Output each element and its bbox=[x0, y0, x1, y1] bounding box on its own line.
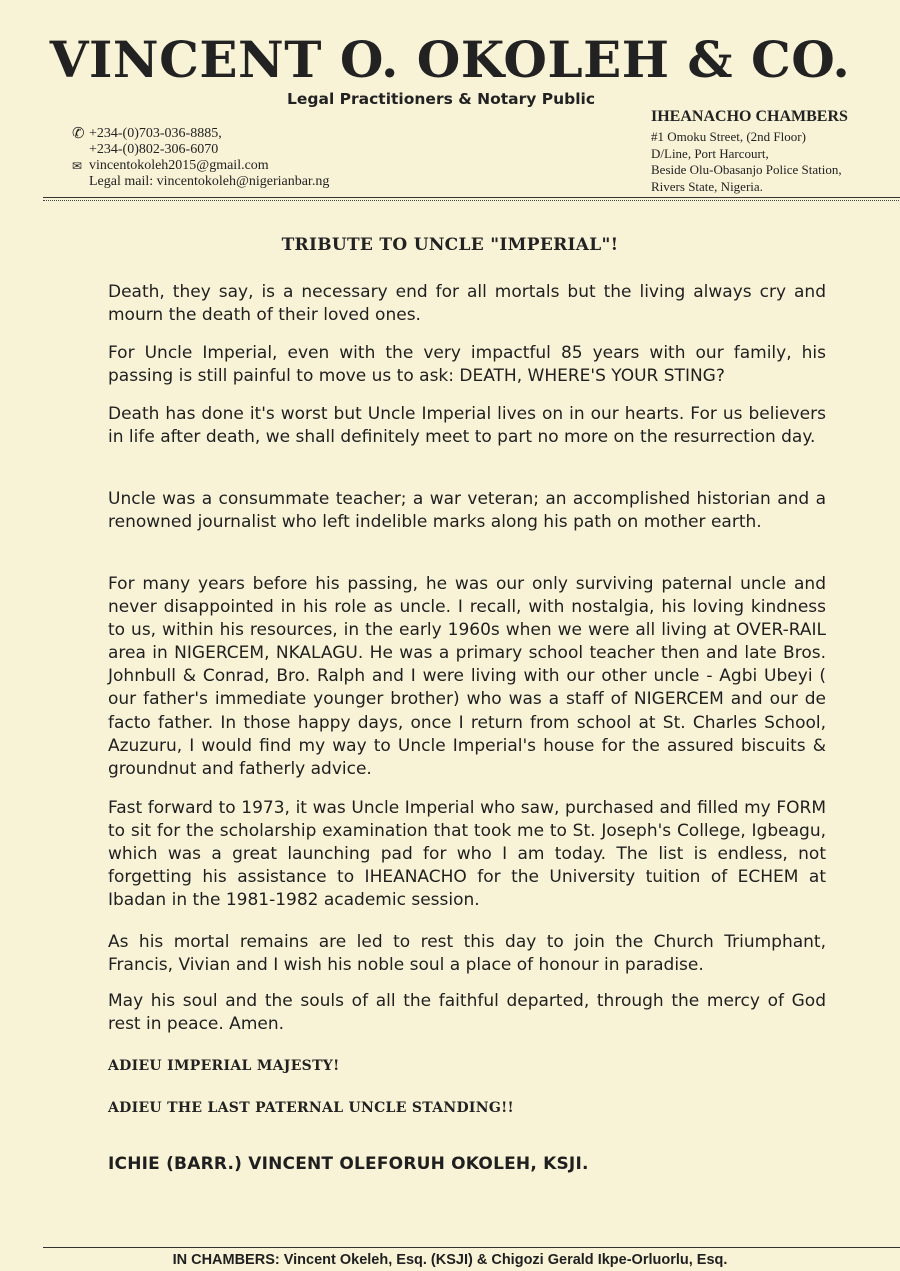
phone-number-2: +234-(0)802-306-6070 bbox=[89, 142, 219, 157]
legal-mail: Legal mail: vincentokoleh@nigerianbar.ng bbox=[89, 174, 330, 189]
signature-name: ICHIE (BARR.) VINCENT OLEFORUH OKOLEH, KSJI. bbox=[108, 1154, 589, 1174]
firm-tagline: Legal Practitioners & Notary Public bbox=[287, 90, 596, 108]
email-address: vincentokoleh2015@gmail.com bbox=[89, 158, 269, 173]
chambers-name: IHEANACHO CHAMBERS bbox=[651, 108, 848, 125]
footer-divider bbox=[43, 1247, 900, 1248]
header-divider bbox=[43, 197, 900, 198]
address-line: D/Line, Port Harcourt, bbox=[651, 145, 769, 161]
body-paragraph: For Uncle Imperial, even with the very impactful 85 years with our family, his passing is still painful to move us to ask: DEATH, WHERE'S YOUR STING? bbox=[108, 343, 826, 387]
body-paragraph: May his soul and the souls of all the faithful departed, through the mercy of God rest in peace. Amen. bbox=[108, 991, 826, 1035]
address-line: Rivers State, Nigeria. bbox=[651, 178, 763, 194]
document-title: TRIBUTE TO UNCLE "IMPERIAL"! bbox=[281, 235, 619, 255]
firm-name: VINCENT O. OKOLEH & CO. bbox=[49, 30, 851, 89]
contact-block bbox=[72, 126, 329, 190]
closing-line-1: ADIEU IMPERIAL MAJESTY! bbox=[108, 1058, 340, 1074]
phone-icon: ✆ bbox=[72, 126, 85, 142]
email-icon: ✉ bbox=[72, 159, 83, 173]
phone-number-1: +234-(0)703-036-8885, bbox=[89, 126, 222, 141]
footer-in-chambers: IN CHAMBERS: Vincent Okeleh, Esq. (KSJI) & Chigozi Gerald Ikpe-Orluorlu, Esq. bbox=[172, 1252, 728, 1268]
chambers-address-block bbox=[651, 108, 848, 195]
body-paragraph: As his mortal remains are led to rest this day to join the Church Triumphant, Francis, Vivian and I wish his noble soul a place of honour in paradise. bbox=[108, 932, 826, 976]
address-line: Beside Olu-Obasanjo Police Station, bbox=[651, 162, 842, 177]
body-paragraph: For many years before his passing, he was our only surviving paternal uncle and never disappointed in his role as uncle. I recall, with nostalgia, his loving kindness to us, within his resources, in the early 1960s when we were all living at OVER-RAIL area in NIGERCEM, NKALAGU. He was a primary school teacher then and late Bros. Johnbull & Conrad, Bro. Ralph and I were living with our other uncle - Agbi Ubeyi ( our father's immediate younger brother) who was a staff of NIGERCEM and our de facto father. In those happy days, once I return from school at St. Charles School, Azuzuru, I would find my way to Uncle Imperial's house for the assured biscuits & groundnut and fatherly advice. bbox=[108, 574, 826, 779]
closing-line-2: ADIEU THE LAST PATERNAL UNCLE STANDING!! bbox=[108, 1100, 515, 1116]
address-line: #1 Omoku Street, (2nd Floor) bbox=[651, 129, 806, 144]
body-paragraph: Death has done it's worst but Uncle Imperial lives on in our hearts. For us believers in life after death, we shall definitely meet to part no more on the resurrection day. bbox=[108, 404, 826, 448]
header-divider-dotted bbox=[43, 200, 900, 201]
body-paragraph: Death, they say, is a necessary end for all mortals but the living always cry and mourn the death of their loved ones. bbox=[108, 282, 826, 326]
body-paragraph: Uncle was a consummate teacher; a war veteran; an accomplished historian and a renowned journalist who left indelible marks along his path on mother earth. bbox=[108, 489, 826, 533]
body-paragraph: Fast forward to 1973, it was Uncle Imperial who saw, purchased and filled my FORM to sit for the scholarship examination that took me to St. Joseph's College, Igbeagu, which was a great launching pad for who I am today. The list is endless, not forgetting his assistance to IHEANACHO for the University tuition of ECHEM at Ibadan in the 1981-1982 academic session. bbox=[108, 798, 826, 911]
